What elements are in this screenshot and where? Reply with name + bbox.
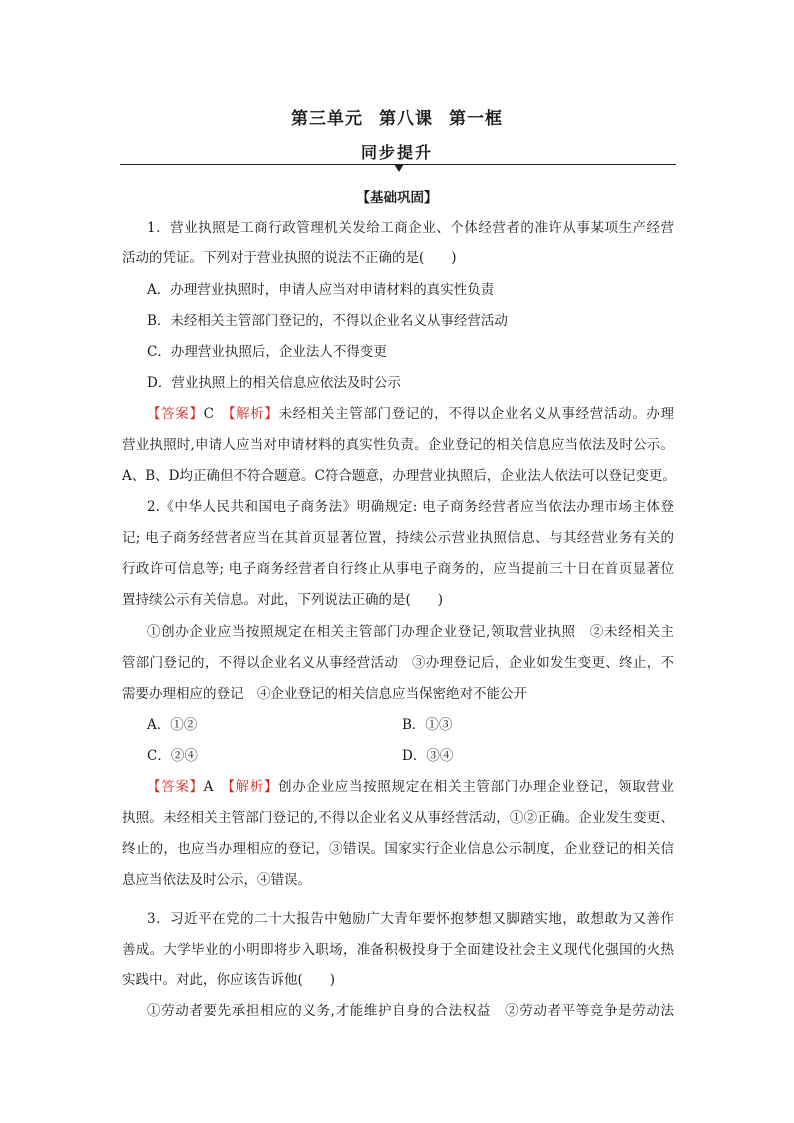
- analysis-tag: 【解析】: [228, 406, 279, 422]
- q2-stem-line: 2.《中华人民共和国电子商务法》明确规定: 电子商务经营者应当依法办理市场主体登: [147, 499, 674, 515]
- page-title: [0, 104, 794, 129]
- analysis-text: 创办企业应当按照规定在相关主管部门办理企业登记，领取营业: [278, 779, 675, 795]
- q3-statement-line: ①劳动者要先承担相应的义务,才能维护自身的合法权益 ②劳动者平等竞争是劳动法: [147, 1003, 674, 1019]
- q1-answer-line: [147, 404, 674, 424]
- q2-statement-line: 需要办理相应的登记 ④企业登记的相关信息应当保密绝对不能公开: [122, 686, 527, 702]
- q2-option-b: B．①③: [402, 717, 453, 733]
- q2-analysis-line: 终止的，也应当办理相应的登记，③错误。国家实行企业信息公示制度，企业登记的相关信: [122, 841, 674, 857]
- analysis-text: 未经相关主管部门登记的，不得以企业名义从事经营活动。办理: [278, 406, 675, 422]
- q2-statement-line: ①创办企业应当按照规定在相关主管部门办理企业登记,领取营业执照 ②未经相关主: [147, 624, 674, 640]
- q1-stem-line: 活动的凭证。下列对于营业执照的说法不正确的是( ): [122, 250, 457, 266]
- page-subtitle: 同步提升: [360, 143, 433, 162]
- answer-tag: 【答案】: [147, 406, 204, 422]
- q1-analysis-line: 营业执照时,申请人应当对申请材料的真实性负责。企业登记的相关信息应当依法及时公示。: [122, 437, 674, 453]
- q2-option-d: D．③④: [402, 748, 454, 764]
- header-rule-marker: [394, 164, 404, 172]
- q2-answer-line: [147, 777, 674, 797]
- q2-statement-line: 管部门登记的，不得以企业名义从事经营活动 ③办理登记后，企业如发生变更、终止，不: [122, 655, 674, 671]
- q1-option-b: B．未经相关主管部门登记的，不得以企业名义从事经营活动: [147, 313, 508, 329]
- q1-option-d: D．营业执照上的相关信息应依法及时公示: [147, 375, 401, 391]
- analysis-tag: 【解析】: [228, 779, 279, 795]
- q1-stem-line: 1．营业执照是工商行政管理机关发给工商企业、个体经营者的准许从事某项生产经营: [147, 220, 674, 236]
- q2-stem-line: 记; 电子商务经营者应当在其首页显著位置，持续公示营业执照信息、与其经营业务有关的: [122, 530, 674, 546]
- answer-tag: 【答案】: [147, 779, 204, 795]
- title-lesson: 第八课: [379, 109, 433, 129]
- q2-option-c: C．②④: [147, 748, 198, 764]
- q2-analysis-line: 息应当依法及时公示，④错误。: [122, 872, 311, 888]
- title-section: 第一框: [449, 109, 503, 129]
- q1-option-c: C．办理营业执照后，企业法人不得变更: [147, 344, 387, 360]
- q3-stem-line: 实践中。对此，你应该告诉他( ): [122, 972, 336, 988]
- q1-analysis-line: A、B、D均正确但不符合题意。C符合题意，办理营业执照后，企业法人依法可以登记变更。: [122, 468, 676, 484]
- answer-value: C: [203, 406, 214, 422]
- q1-option-a: A．办理营业执照时，申请人应当对申请材料的真实性负责: [147, 282, 495, 298]
- q2-analysis-line: 执照。未经相关主管部门登记的,不得以企业名义从事经营活动，①②正确。企业发生变更、: [122, 810, 674, 826]
- q2-option-a: A．①②: [147, 717, 198, 733]
- q3-stem-line: 善成。大学毕业的小明即将步入职场，准备积极投身于全面建设社会主义现代化强国的火热: [122, 942, 674, 958]
- title-unit: 第三单元: [291, 109, 363, 129]
- answer-value: A: [203, 779, 214, 795]
- q2-stem-line: 置持续公示有关信息。对此，下列说法正确的是( ): [122, 592, 444, 608]
- section-label: 【基础巩固】: [356, 190, 438, 206]
- q2-stem-line: 行政许可信息等; 电子商务经营者自行终止从事电子商务的，应当提前三十日在首页显著位: [122, 561, 674, 577]
- q3-stem-line: 3．习近平在党的二十大报告中勉励广大青年要怀抱梦想又脚踏实地，敢想敢为又善作: [147, 911, 674, 927]
